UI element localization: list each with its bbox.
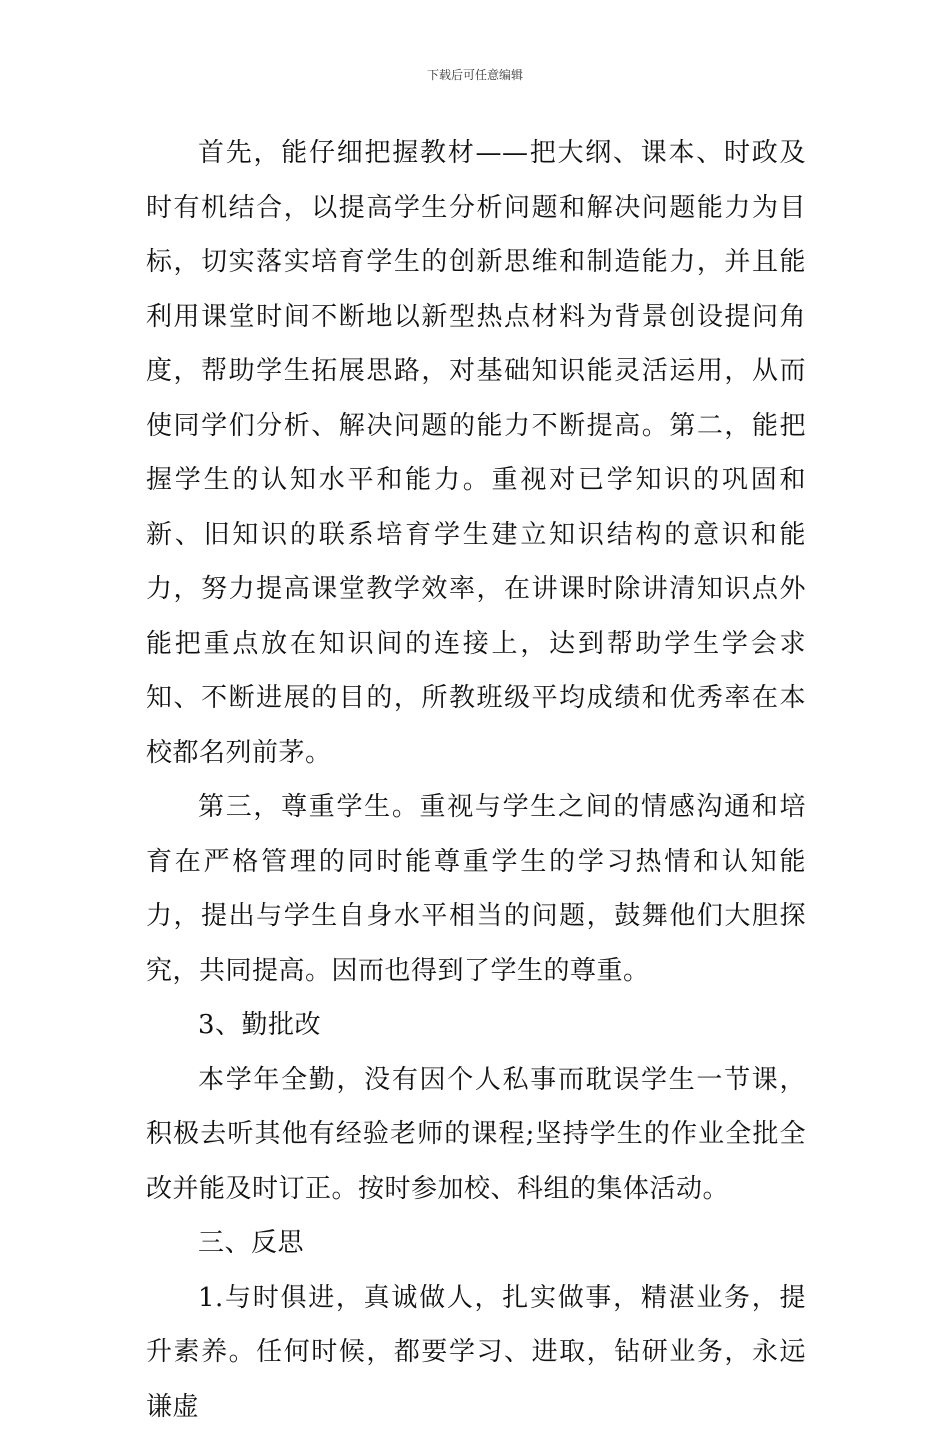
page-header: 下载后可任意编辑 <box>0 66 950 83</box>
paragraph-reflection-1: 1.与时俱进，真诚做人，扎实做事，精湛业务，提升素养。任何时候，都要学习、进取，钻研业务，永远谦虚 <box>146 1271 806 1434</box>
paragraph-teaching-materials: 首先，能仔细把握教材——把大纲、课本、时政及时有机结合，以提高学生分析问题和解决问题能力为目标，切实落实培育学生的创新思维和制造能力，并且能利用课堂时间不断地以新型热点材料为背景创设提问角度，帮助学生拓展思路，对基础知识能灵活运用，从而使同学们分析、解决问题的能力不断提高。第二，能把握学生的认知水平和能力。重视对已学知识的巩固和新、旧知识的联系培育学生建立知识结构的意识和能力，努力提高课堂教学效率，在讲课时除讲清知识点外能把重点放在知识间的连接上，达到帮助学生学会求知、不断进展的目的，所教班级平均成绩和优秀率在本校都名列前茅。 <box>146 126 806 780</box>
section-heading-reflection: 三、反思 <box>146 1216 806 1271</box>
paragraph-respect-students: 第三，尊重学生。重视与学生之间的情感沟通和培育在严格管理的同时能尊重学生的学习热情和认知能力，提出与学生自身水平相当的问题，鼓舞他们大胆探究，共同提高。因而也得到了学生的尊重。 <box>146 780 806 998</box>
paragraph-attendance: 本学年全勤，没有因个人私事而耽误学生一节课，积极去听其他有经验老师的课程;坚持学生的作业全批全改并能及时订正。按时参加校、科组的集体活动。 <box>146 1053 806 1217</box>
section-heading-grading: 3、勤批改 <box>146 998 806 1053</box>
document-body <box>146 126 806 1434</box>
